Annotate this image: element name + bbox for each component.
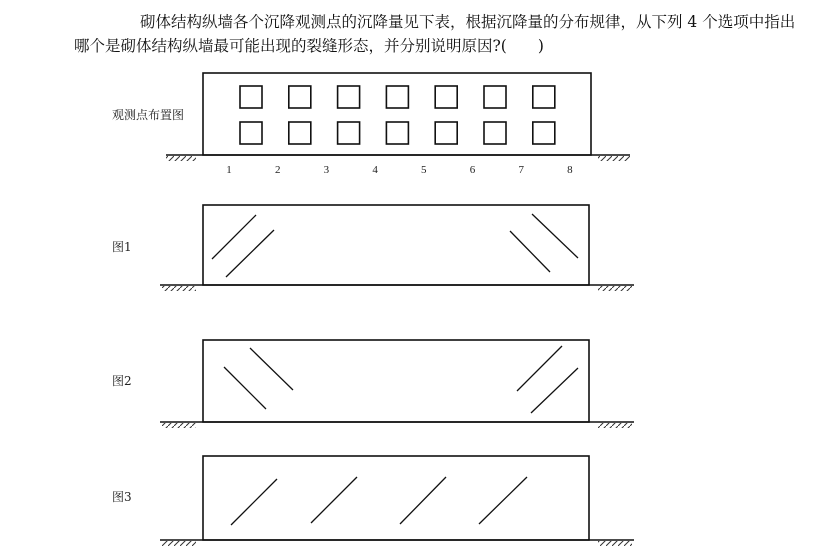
window-r1-c4 [386,86,408,108]
question-line-1: 砌体结构纵墙各个沉降观测点的沉降量见下表，根据沉降量的分布规律，从下列 4 个选项中指出 [140,13,796,31]
window-r1-c1 [240,86,262,108]
question-line-2: 哪个是砌体结构纵墙最可能出现的裂缝形态，并分别说明原因?( ) [74,37,544,55]
figure-2-crack-left-a [224,367,266,409]
figure-3-crack-2 [311,477,357,523]
figure-2-outline [203,340,589,422]
figure-3-wall [160,456,634,546]
window-r2-c7 [533,122,555,144]
layout-windows [240,86,555,144]
window-r2-c3 [338,122,360,144]
layout-diagram-label: 观测点布置图 [112,108,185,122]
figure-3-crack-1 [231,479,277,525]
observation-point-8: 8 [567,164,573,176]
figure-1-crack-left-a [212,215,256,259]
layout-wall [166,73,630,176]
figure-1-outline [203,205,589,285]
figure-1-crack-right-a [510,231,550,272]
figure-2-ground [160,422,634,428]
figure-2-crack-left-b [250,348,293,390]
figure-3-outline [203,456,589,540]
window-r1-c3 [338,86,360,108]
observation-point-6: 6 [469,164,476,176]
figure-1-wall [160,205,634,291]
observation-point-4: 4 [372,164,378,176]
observation-point-2: 2 [274,164,281,176]
figure-3-crack-3 [400,477,446,524]
observation-point-1: 1 [226,164,232,176]
window-r2-c1 [240,122,262,144]
figure-1-label: 图1 [112,240,132,254]
layout-ground [166,155,630,161]
observation-point-5: 5 [421,164,427,176]
figure-2-label: 图2 [112,374,132,388]
observation-point-7: 7 [518,164,524,176]
window-r2-c4 [386,122,408,144]
window-r1-c6 [484,86,506,108]
window-r2-c5 [435,122,457,144]
figure-1-crack-right-b [532,214,578,258]
figure-1-ground [160,285,634,291]
figure-2-crack-right-a [517,346,562,391]
window-r1-c2 [289,86,311,108]
figure-3-label: 图3 [112,490,132,504]
window-r1-c7 [533,86,555,108]
observation-point-labels [226,164,573,176]
figure-3-ground [160,540,634,546]
window-r2-c6 [484,122,506,144]
figure-2-wall [160,340,634,428]
observation-point-3: 3 [323,164,330,176]
window-r2-c2 [289,122,311,144]
window-r1-c5 [435,86,457,108]
figure-2-crack-right-b [531,368,578,413]
figure-3-crack-4 [479,477,527,524]
